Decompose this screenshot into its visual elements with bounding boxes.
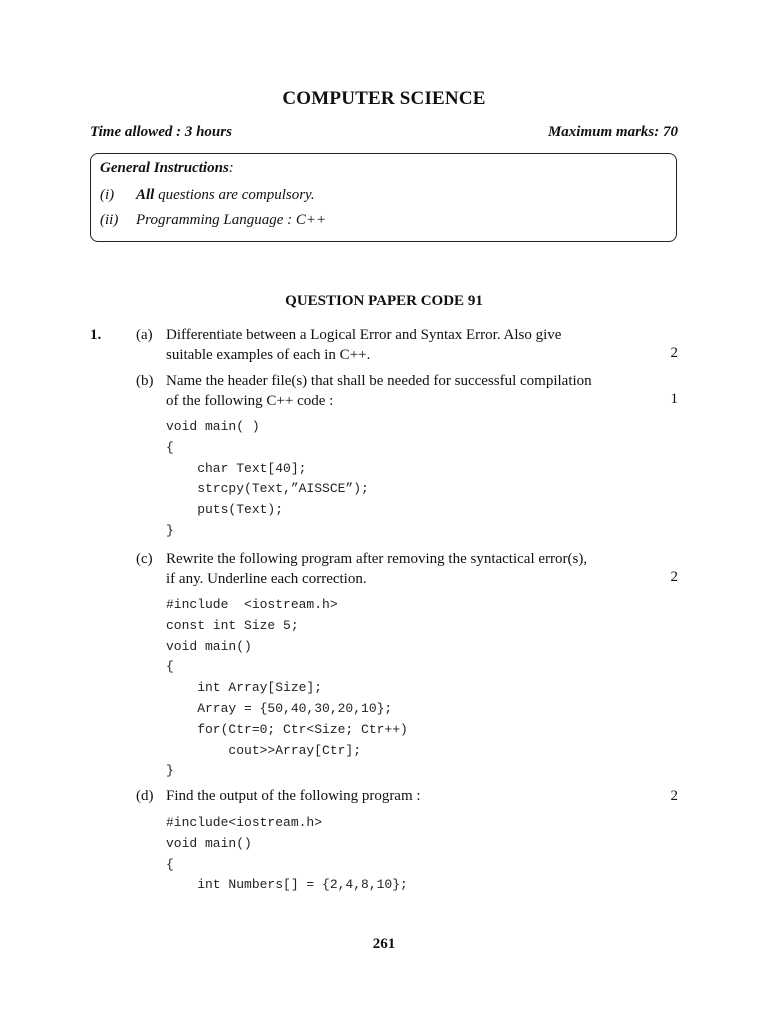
- question-number: 1.: [90, 327, 102, 343]
- instructions-heading: General Instructions:: [100, 160, 234, 176]
- instruction-number: (i): [100, 187, 115, 203]
- part-label: (c): [136, 551, 153, 567]
- question-text: Find the output of the following program :: [166, 788, 421, 804]
- part-label: (a): [136, 327, 153, 343]
- page-title: COMPUTER SCIENCE: [282, 88, 486, 109]
- page-number: 261: [372, 936, 396, 952]
- marks: 2: [670, 788, 678, 804]
- code-block: void main( ) { char Text[40]; strcpy(Text,”AISSCE”); puts(Text); }: [166, 419, 369, 538]
- marks: 2: [670, 345, 678, 361]
- code-block: #include<iostream.h> void main() { int Numbers[] = {2,4,8,10};: [166, 815, 408, 893]
- instruction-item: (i) All questions are compulsory.: [100, 187, 315, 203]
- instruction-item: (ii) Programming Language : C++: [100, 212, 327, 228]
- question-paper-code: QUESTION PAPER CODE 91: [285, 293, 483, 309]
- part-label: (b): [136, 373, 154, 389]
- instruction-number: (ii): [100, 212, 119, 228]
- question-text: Name the header file(s) that shall be needed for successful compilation of the following C++ code :: [166, 373, 592, 409]
- time-allowed: Time allowed : 3 hours: [90, 124, 232, 140]
- code-block: #include <iostream.h> const int Size 5; void main() { int Array[Size]; Array = {50,40,30,20,10}; for(Ctr=0; Ctr<Size; Ctr++) cout>>Array[Ctr]; }: [166, 597, 408, 779]
- part-label: (d): [136, 788, 154, 804]
- marks: 1: [670, 391, 678, 407]
- question-text: Differentiate between a Logical Error and Syntax Error. Also give suitable examples of each in C++.: [166, 327, 562, 363]
- marks: 2: [670, 569, 678, 585]
- maximum-marks: Maximum marks: 70: [547, 124, 678, 140]
- general-instructions-box: [90, 153, 677, 242]
- question-text: Rewrite the following program after removing the syntactical error(s), if any. Underline each correction.: [166, 551, 588, 587]
